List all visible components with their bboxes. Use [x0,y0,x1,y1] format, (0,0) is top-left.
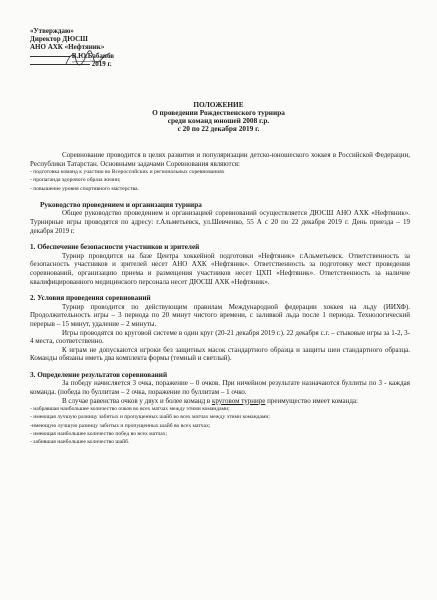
document-dates: с 20 по 22 декабря 2019 г. [177,124,260,133]
document-subtitle-teams: среди команд юношей 2008 г.р. [167,116,270,125]
criterion-3: -имеющую лучшую разницу забитых и пропущенных шайб во всех матчах; [30,422,211,429]
approval-line-3: АНО АХК «Нефтяник» [30,43,105,52]
intro-task-3: - повышение уровня спортивного мастерства. [30,185,139,192]
section2-paragraph-3: К играм не допускаются игроки без защитных масок стандартного образца и защиты шеи стандартного образца. Команды обязаны иметь два комплекта формы (темный и светлый). [30,345,410,363]
approval-line-4: В.Ю.Бабанов [71,51,115,60]
criterion-4: - имеющая наибольшее количество побед во всех матчах; [30,430,168,437]
section2-paragraph-1: Турнир проводится по действующим правилам Международной федерации хоккея на льду (ИИХФ). Продолжительность игры – 3 периода по 20 минут чистого времени, с заливкой льда после 1 периода. Технологический перерыв – 15 минут, удаление – 2 минуты. [30,302,410,328]
management-heading: Руководство проведением и организация турнира [40,200,202,209]
section1-paragraph: Турнир проводится на базе Центра хоккейной подготовки «Нефтяник» г.Альметьевск. Ответственность за безопасность участников и зрителей несет АНО АХК «Нефтяник». Ответственность за подготовку мест проведения соревнований, организацию приема и размещения участников несет ЦХП «Нефтяник». Ответственность за наличие квалифицированного медицинского персонала несет ДЮСШ АХК «Нефтяник». [30,251,410,286]
section2-paragraph-2: Игры проводятся по круговой системе в один круг (20-21 декабря 2019 г.). 22 декабря с.г. – стыковые игры за 1-2, 3-4 места, соответственно. [30,328,410,346]
section3-paragraph-2 [30,397,410,406]
intro-task-1: - подготовка команд к участию во Всероссийских и региональных соревнованиях [30,169,225,176]
document-subtitle: О проведении Рождественского турнира [152,108,285,117]
section3-paragraph-1: За победу начисляется 3 очка, поражение – 0 очков. При ничейном результате назначаются буллиты по 3 - каждая команда. (победа по буллитам – 2 очка, поражение по буллитам – 1 очко. [30,379,410,397]
section3-heading: 3. Определение результатов соревнований [30,370,168,379]
round-robin-link[interactable]: круговом турнире [211,396,266,405]
tie-rule-text-end: преимущество имеет команда: [265,396,358,405]
document-body [30,151,410,446]
section2-heading: 2. Условия проведения соревнований [30,294,151,303]
section1-heading: 1. Обеспечение безопасности участников и зрителей [30,243,200,252]
criterion-5: - забившая наибольшее количество шайб. [30,439,130,446]
intro-paragraph: Соревнование проводится в целях развития и популяризации детско-юношеского хоккея в Российской Федерации, Республики Татарстан. Основными задачами Соревнования являются: [30,151,410,168]
tie-rule-text: В случае равенства очков у двух и более команд в [62,396,212,405]
criterion-2: - имеющая лучшую разницу забитых и пропущенных шайб во всех матчах между этими командами; [30,414,270,421]
intro-task-2: - пропаганда здорового образа жизни; [30,177,121,184]
approval-line-5: 2019 г. [91,59,112,68]
management-paragraph: Общее руководство проведением и организацией соревнований осуществляется ДЮСШ АНО АХК «Нефтяник». Турнирные игры проводятся по адресу: г.Альметьевск, ул.Шевченко, 55 А с 20 по 22 декабря 2019 г. День приезда – 19 декабря 2019 г. [30,209,410,235]
criterion-1: - набравшая наибольшее количество очков во всех матчах между этими командами; [30,406,230,413]
approval-line-1: «Утверждаю» [30,27,74,35]
document-title: ПОЛОЖЕНИЕ [193,100,244,109]
approval-line-2: Директор ДЮСШ [30,35,88,44]
handwritten-signature [64,50,115,68]
